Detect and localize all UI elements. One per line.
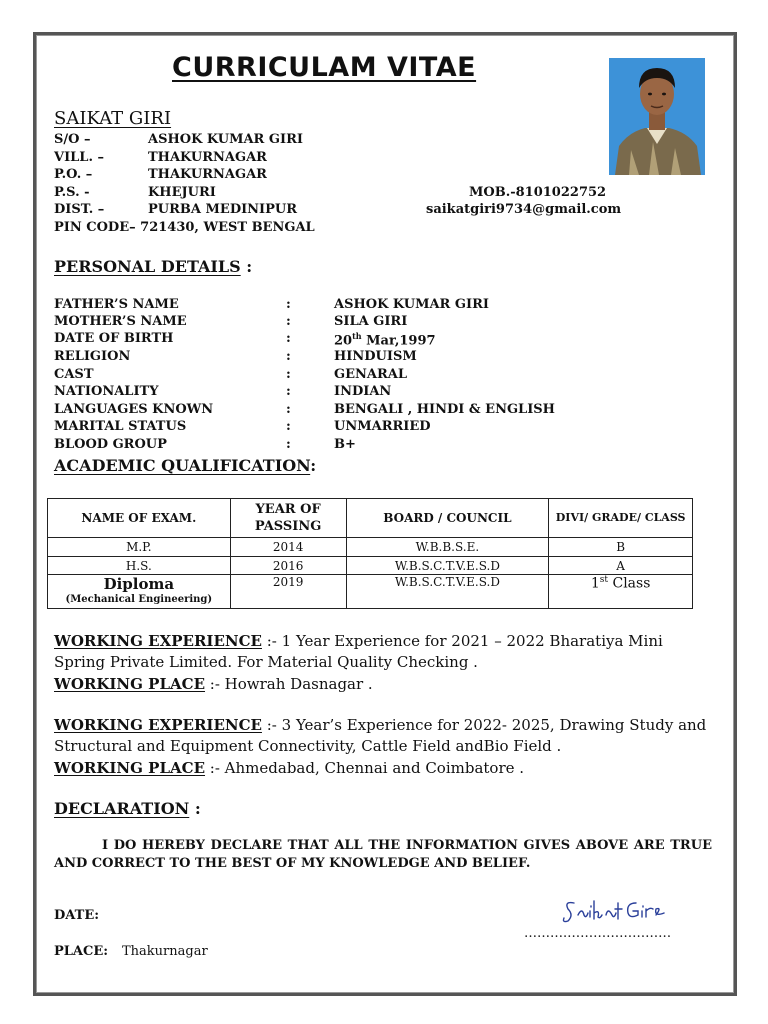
table-cell-grade [549, 575, 693, 609]
dob-rest: Mar,1997 [361, 333, 436, 349]
personal-colon: : [286, 349, 291, 364]
personal-value: ASHOK KUMAR GIRI [334, 297, 489, 312]
table-cell: M.P. [48, 538, 231, 557]
personal-colon: : [286, 297, 291, 312]
table-cell-diploma [48, 575, 231, 609]
declaration-heading: DECLARATION : [54, 799, 201, 818]
working-place-text: :- Ahmedabad, Chennai and Coimbatore . [209, 759, 525, 777]
person-photo-icon [609, 58, 705, 175]
working-place-2 [54, 758, 714, 779]
place-label: PLACE: [54, 944, 109, 959]
personal-label: DATE OF BIRTH [54, 331, 174, 346]
personal-colon: : [286, 437, 291, 452]
email-address: saikatgiri9734@gmail.com [426, 202, 622, 217]
working-place-label: WORKING PLACE [54, 675, 206, 693]
address-value-dist: PURBA MEDINIPUR [148, 202, 298, 217]
address-label-dist: DIST. – [54, 202, 105, 217]
personal-label: CAST [54, 367, 94, 382]
academic-heading-text: ACADEMIC QUALIFICATION [54, 456, 311, 475]
personal-colon: : [286, 384, 291, 399]
dob-suffix: th [352, 331, 362, 341]
address-label-vill: VILL. – [54, 150, 105, 165]
academic-heading: ACADEMIC QUALIFICATION: [54, 456, 317, 475]
experience-text: :- 1 Year Experience for 2021 – 2022 Bharatiya Mini Spring Private Limited. For Material Quality Checking . [54, 632, 663, 671]
table-cell: H.S. [48, 557, 231, 575]
personal-value-dob [334, 331, 436, 348]
exam-name: Diploma [103, 575, 175, 593]
personal-label: LANGUAGES KNOWN [54, 402, 214, 417]
table-header: BOARD / COUNCIL [346, 499, 549, 538]
table-cell: B [549, 538, 693, 557]
experience-label: WORKING EXPERIENCE [54, 632, 262, 650]
experience-text: :- 3 Year’s Experience for 2022- 2025, Drawing Study and Structural and Equipment Connectivity, Cattle Field andBio Field . [54, 716, 707, 755]
table-cell: 2019 [230, 575, 346, 609]
table-cell: A [549, 557, 693, 575]
dob-day: 20 [334, 333, 353, 349]
address-label-so: S/O – [54, 132, 91, 147]
address-value-po: THAKURNAGAR [148, 167, 267, 182]
date-label: DATE: [54, 908, 100, 923]
address-label-ps: P.S. - [54, 185, 90, 200]
declaration-text: I DO HEREBY DECLARE THAT ALL THE INFORMATION GIVES ABOVE ARE TRUE AND CORRECT TO THE BEST OF MY KNOWLEDGE AND BELIEF. [54, 838, 712, 871]
personal-value: SILA GIRI [334, 314, 408, 329]
personal-colon: : [286, 367, 291, 382]
personal-colon: : [286, 331, 291, 346]
address-value-so: ASHOK KUMAR GIRI [148, 132, 303, 147]
working-place-label: WORKING PLACE [54, 759, 206, 777]
personal-value: GENARAL [334, 367, 408, 382]
table-header: DIVI/ GRADE/ CLASS [549, 499, 693, 538]
grade-rest: Class [608, 575, 651, 592]
academic-table [47, 498, 693, 609]
personal-value: B+ [334, 437, 356, 452]
address-value-vill: THAKURNAGAR [148, 150, 267, 165]
table-cell: W.B.S.C.T.V.E.S.D [346, 557, 549, 575]
experience-2 [54, 715, 714, 757]
table-row [48, 557, 693, 575]
personal-colon: : [286, 314, 291, 329]
personal-label: BLOOD GROUP [54, 437, 167, 452]
page-title: CURRICULAM VITAE [172, 52, 477, 83]
grade-number: 1 [590, 575, 600, 592]
table-header: NAME OF EXAM. [48, 499, 231, 538]
pin-code: PIN CODE– 721430, WEST BENGAL [54, 220, 315, 235]
personal-label: RELIGION [54, 349, 131, 364]
personal-label: MOTHER’S NAME [54, 314, 187, 329]
personal-value: HINDUISM [334, 349, 417, 364]
candidate-name: SAIKAT GIRI [54, 108, 172, 129]
signature [560, 893, 670, 927]
table-row [48, 575, 693, 609]
personal-value: BENGALI , HINDI & ENGLISH [334, 402, 555, 417]
personal-colon: : [286, 402, 291, 417]
mobile-number: MOB.-8101022752 [469, 185, 607, 200]
table-cell: W.B.B.S.E. [346, 538, 549, 557]
working-place-1 [54, 674, 714, 695]
personal-label: MARITAL STATUS [54, 419, 187, 434]
personal-value: INDIAN [334, 384, 392, 399]
personal-label: NATIONALITY [54, 384, 159, 399]
address-label-po: P.O. – [54, 167, 93, 182]
address-value-ps: KHEJURI [148, 185, 216, 200]
personal-label: FATHER’S NAME [54, 297, 179, 312]
experience-1 [54, 631, 714, 673]
table-header: YEAR OF PASSING [230, 499, 346, 538]
declaration-heading-text: DECLARATION [54, 799, 190, 818]
working-place-text: :- Howrah Dasnagar . [209, 675, 373, 693]
personal-details-heading-text: PERSONAL DETAILS [54, 257, 241, 276]
grade-suffix: st [599, 575, 609, 585]
table-cell: 2016 [230, 557, 346, 575]
personal-colon: : [286, 419, 291, 434]
personal-value: UNMARRIED [334, 419, 431, 434]
table-row [48, 538, 693, 557]
profile-photo [609, 58, 705, 175]
signature-line: ……….…………………… [524, 926, 672, 941]
personal-details-heading: PERSONAL DETAILS : [54, 257, 253, 276]
table-cell: 2014 [230, 538, 346, 557]
exam-subtitle: (Mechanical Engineering) [65, 594, 213, 605]
experience-label: WORKING EXPERIENCE [54, 716, 262, 734]
place-value: Thakurnagar [122, 944, 208, 959]
table-cell: W.B.S.C.T.V.E.S.D [346, 575, 549, 609]
table-header-row [48, 499, 693, 538]
